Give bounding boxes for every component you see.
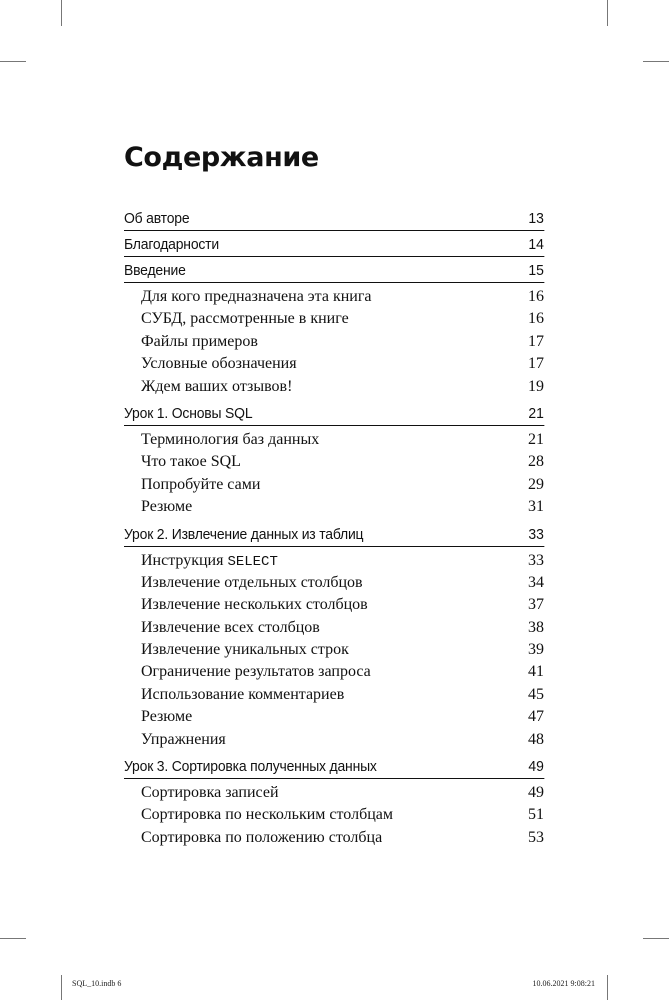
toc-section-row[interactable] <box>124 804 544 826</box>
toc-section-row[interactable] <box>124 706 544 728</box>
toc-section-list <box>124 779 544 854</box>
toc-section-row[interactable] <box>124 353 544 375</box>
toc-chapter-row[interactable] <box>124 756 544 779</box>
toc-section-row[interactable] <box>124 594 544 616</box>
toc-section-title-code: SELECT <box>227 553 278 570</box>
toc-section-page: 29 <box>528 475 544 493</box>
toc-section-page: 34 <box>528 573 544 591</box>
toc-section-title: СУБД, рассмотренные в книге <box>141 310 349 328</box>
toc-section-page: 49 <box>528 784 544 802</box>
toc-section-row[interactable] <box>124 617 544 639</box>
toc-section-page: 45 <box>528 685 544 703</box>
crop-mark <box>643 61 669 62</box>
toc-chapter-row[interactable] <box>124 234 544 257</box>
toc-section-row[interactable] <box>124 550 544 572</box>
toc-section-page: 37 <box>528 596 544 614</box>
footer-timestamp: 10.06.2021 9:08:21 <box>532 979 595 988</box>
toc-chapter-title: Урок 2. Извлечение данных из таблиц <box>124 525 364 543</box>
table-of-contents <box>124 208 544 854</box>
toc-section-row[interactable] <box>124 684 544 706</box>
toc-chapter-row[interactable] <box>124 208 544 231</box>
footer-file-slug: SQL_10.indb 6 <box>72 979 122 988</box>
toc-chapter-page: 14 <box>528 236 544 253</box>
toc-section-page: 38 <box>528 618 544 636</box>
toc-section-page: 51 <box>528 806 544 824</box>
toc-section-title: Сортировка по положению столбца <box>141 828 383 846</box>
toc-section-title: Резюме <box>141 498 193 516</box>
toc-section-title: Извлечение нескольких столбцов <box>141 596 368 614</box>
toc-section-title: Сортировка по нескольким столбцам <box>141 806 394 824</box>
toc-section-row[interactable] <box>124 572 544 594</box>
page-title: Содержание <box>124 142 319 173</box>
toc-section-title: Терминология баз данных <box>141 430 320 448</box>
toc-chapter-page: 49 <box>528 758 544 776</box>
toc-section-title: Сортировка записей <box>141 784 279 802</box>
toc-section-title-text: Инструкция <box>141 551 228 569</box>
crop-mark <box>643 938 669 939</box>
crop-mark <box>61 0 62 26</box>
toc-section-title: Извлечение отдельных столбцов <box>141 573 363 591</box>
toc-chapter-title: Введение <box>124 262 186 279</box>
crop-mark <box>61 975 62 1000</box>
toc-section-row[interactable] <box>124 639 544 661</box>
toc-section-title: Использование комментариев <box>141 685 345 703</box>
toc-section-row[interactable] <box>124 729 544 751</box>
toc-section-page: 33 <box>528 551 544 569</box>
toc-section-row[interactable] <box>124 474 544 496</box>
toc-section-page: 21 <box>528 430 544 448</box>
toc-chapter-page: 15 <box>528 262 544 279</box>
toc-section-page: 16 <box>528 310 544 328</box>
toc-section-title <box>141 550 278 573</box>
toc-section-row[interactable] <box>124 376 544 398</box>
toc-section-title: Файлы примеров <box>141 332 258 350</box>
toc-chapter-row[interactable] <box>124 260 544 283</box>
toc-section-row[interactable] <box>124 308 544 330</box>
toc-chapter-title: Урок 3. Сортировка полученных данных <box>124 758 377 776</box>
toc-section-page: 47 <box>528 708 544 726</box>
toc-section-list <box>124 283 544 403</box>
crop-mark <box>607 0 608 26</box>
toc-section-row[interactable] <box>124 286 544 308</box>
toc-section-list <box>124 426 544 524</box>
toc-section-title: Ограничение результатов запроса <box>141 663 371 681</box>
toc-chapter-title: Урок 1. Основы SQL <box>124 404 253 422</box>
toc-section-row[interactable] <box>124 661 544 683</box>
toc-section-page: 41 <box>528 663 544 681</box>
toc-section-title: Для кого предназначена эта книга <box>141 288 372 305</box>
toc-chapter-page: 21 <box>528 404 544 422</box>
toc-section-page: 16 <box>528 288 544 305</box>
toc-section-title: Извлечение всех столбцов <box>141 618 320 636</box>
toc-section-title: Условные обозначения <box>141 355 297 373</box>
toc-section-page: 19 <box>528 377 544 395</box>
crop-mark <box>0 938 26 939</box>
toc-section-page: 39 <box>528 641 544 659</box>
toc-section-page: 28 <box>528 453 544 471</box>
crop-mark <box>0 61 26 62</box>
toc-section-title: Извлечение уникальных строк <box>141 641 349 659</box>
toc-section-title: Резюме <box>141 708 193 726</box>
toc-chapter-row[interactable] <box>124 403 544 426</box>
toc-section-page: 17 <box>528 332 544 350</box>
toc-section-title: Что такое SQL <box>141 453 241 471</box>
toc-chapter-page: 13 <box>528 210 544 227</box>
toc-section-page: 53 <box>528 828 544 846</box>
toc-section-page: 31 <box>528 498 544 516</box>
toc-section-row[interactable] <box>124 827 544 849</box>
toc-section-list <box>124 547 544 757</box>
toc-section-page: 48 <box>528 730 544 748</box>
toc-chapter-title: Об авторе <box>124 210 190 227</box>
toc-section-row[interactable] <box>124 496 544 518</box>
toc-section-row[interactable] <box>124 451 544 473</box>
crop-mark <box>607 975 608 1000</box>
toc-section-page: 17 <box>528 355 544 373</box>
toc-section-title: Попробуйте сами <box>141 475 261 493</box>
toc-chapter-title: Благодарности <box>124 236 219 253</box>
toc-section-title: Упражнения <box>141 730 226 748</box>
toc-section-row[interactable] <box>124 331 544 353</box>
toc-section-row[interactable] <box>124 782 544 804</box>
toc-section-row[interactable] <box>124 429 544 451</box>
toc-section-title: Ждем ваших отзывов! <box>141 377 293 395</box>
toc-chapter-row[interactable] <box>124 524 544 547</box>
toc-chapter-page: 33 <box>528 525 544 543</box>
